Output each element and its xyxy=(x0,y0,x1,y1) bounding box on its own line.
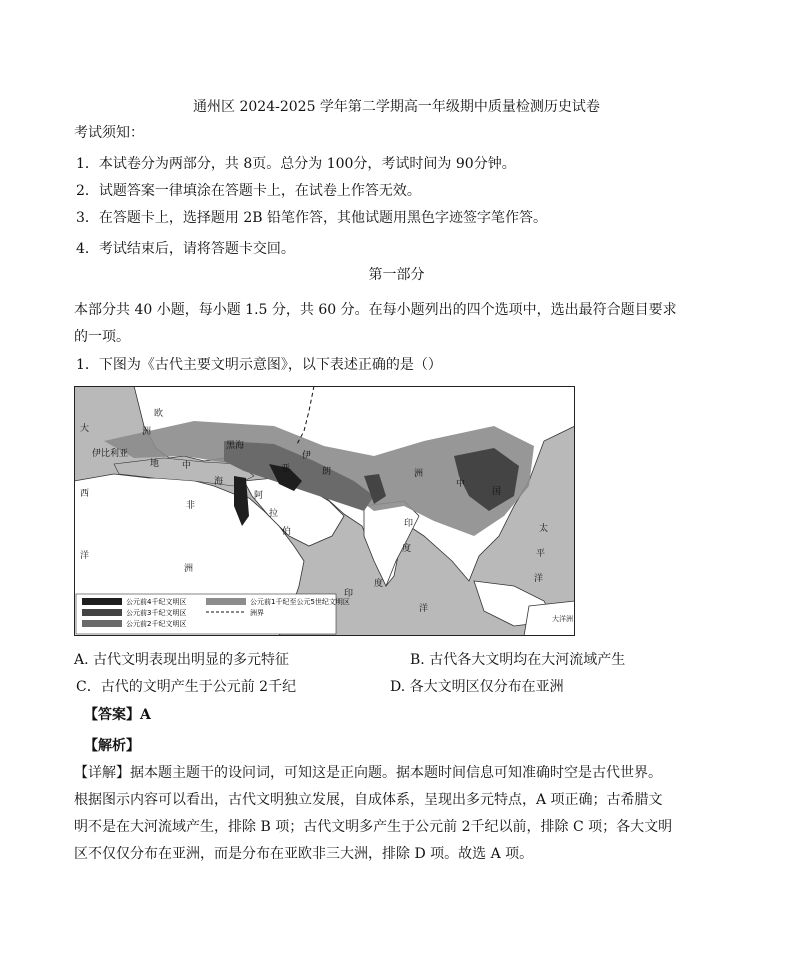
option-c[interactable]: C．古代的文明产生于公元前 2千纪 xyxy=(76,679,297,695)
civilization-map xyxy=(74,386,575,636)
analysis-line: 明不是在大河流域产生，排除 B 项；古代文明多产生于公元前 2千纪以前，排除 C 项；各大文明 xyxy=(74,819,673,835)
svg-text:黑海: 黑海 xyxy=(226,441,245,451)
svg-text:伯: 伯 xyxy=(282,527,292,537)
svg-text:太: 太 xyxy=(539,524,549,534)
part-intro: 的一项。 xyxy=(74,329,130,345)
legend-label: 公元前4千纪文明区 xyxy=(126,598,187,606)
svg-text:海: 海 xyxy=(214,477,224,487)
svg-text:度: 度 xyxy=(374,579,384,589)
svg-text:洲: 洲 xyxy=(142,427,152,437)
notice-item: 4．考试结束后，请将答题卡交回。 xyxy=(76,241,295,257)
notice-item: 3．在答题卡上，选择题用 2B 铅笔作答，其他试题用黑色字迹签字笔作答。 xyxy=(76,210,548,226)
svg-text:洲: 洲 xyxy=(414,469,424,479)
notice-heading: 考试须知： xyxy=(74,125,144,141)
svg-text:西: 西 xyxy=(80,489,90,499)
option-b[interactable]: B. 古代各大文明均在大河流域产生 xyxy=(410,652,626,668)
question-stem: 1．下图为《古代主要文明示意图》，以下表述正确的是（） xyxy=(76,357,442,373)
svg-text:大洋洲: 大洋洲 xyxy=(552,615,573,623)
analysis-line: 【详解】据本题主题干的设问词，可知这是正向题。据本题时间信息可知准确时空是古代世界。 xyxy=(74,765,662,781)
option-d[interactable]: D. 各大文明区仅分布在亚洲 xyxy=(390,679,564,695)
svg-text:伊: 伊 xyxy=(302,451,312,461)
legend-label: 洲界 xyxy=(250,609,264,617)
legend-swatch xyxy=(82,598,122,605)
legend-swatch xyxy=(82,620,122,627)
svg-text:洋: 洋 xyxy=(80,551,90,561)
part-intro: 本部分共 40 小题，每小题 1.5 分，共 60 分。在每小题列出的四个选项中，选出最符合题目要求 xyxy=(74,302,677,318)
analysis-line: 根据图示内容可以看出，古代文明独立发展，自成体系，呈现出多元特点，A 项正确；古希腊文 xyxy=(74,792,663,808)
analysis-heading: 【解析】 xyxy=(84,738,140,754)
legend-swatch xyxy=(206,598,246,605)
svg-text:中: 中 xyxy=(182,461,192,471)
svg-text:非: 非 xyxy=(186,501,196,511)
part-heading: 第一部分 xyxy=(368,267,425,283)
svg-text:伊比利亚: 伊比利亚 xyxy=(92,449,129,459)
svg-text:平: 平 xyxy=(536,549,546,559)
svg-text:洲: 洲 xyxy=(184,564,194,574)
svg-text:亚: 亚 xyxy=(281,464,291,474)
svg-text:朗: 朗 xyxy=(322,467,332,477)
analysis-line: 区不仅仅分布在亚洲，而是分布在亚欧非三大洲，排除 D 项。故选 A 项。 xyxy=(74,846,534,862)
svg-text:阿: 阿 xyxy=(254,491,264,501)
svg-text:印: 印 xyxy=(344,589,354,599)
svg-text:度: 度 xyxy=(402,544,412,554)
legend-label: 公元前1千纪至公元5世纪文明区 xyxy=(250,598,350,606)
svg-text:欧: 欧 xyxy=(154,409,164,419)
answer: 【答案】A xyxy=(84,707,151,723)
notice-item: 2．试题答案一律填涂在答题卡上，在试卷上作答无效。 xyxy=(76,183,421,199)
svg-text:洋: 洋 xyxy=(419,604,429,614)
svg-text:中: 中 xyxy=(456,479,466,489)
svg-text:印: 印 xyxy=(404,519,414,529)
svg-text:国: 国 xyxy=(492,487,502,497)
svg-text:地: 地 xyxy=(150,459,160,469)
svg-text:大: 大 xyxy=(80,424,90,434)
notice-item: 1．本试卷分为两部分，共 8页。总分为 100分，考试时间为 90分钟。 xyxy=(76,156,516,172)
legend-label: 公元前3千纪文明区 xyxy=(126,609,187,617)
page-title: 通州区 2024-2025 学年第二学期高一年级期中质量检测历史试卷 xyxy=(193,99,600,115)
svg-text:拉: 拉 xyxy=(269,509,279,519)
svg-text:洋: 洋 xyxy=(534,574,544,584)
map-legend xyxy=(76,594,350,634)
legend-swatch xyxy=(82,609,122,616)
legend-label: 公元前2千纪文明区 xyxy=(126,620,187,628)
option-a[interactable]: A. 古代文明表现出明显的多元特征 xyxy=(74,652,290,668)
